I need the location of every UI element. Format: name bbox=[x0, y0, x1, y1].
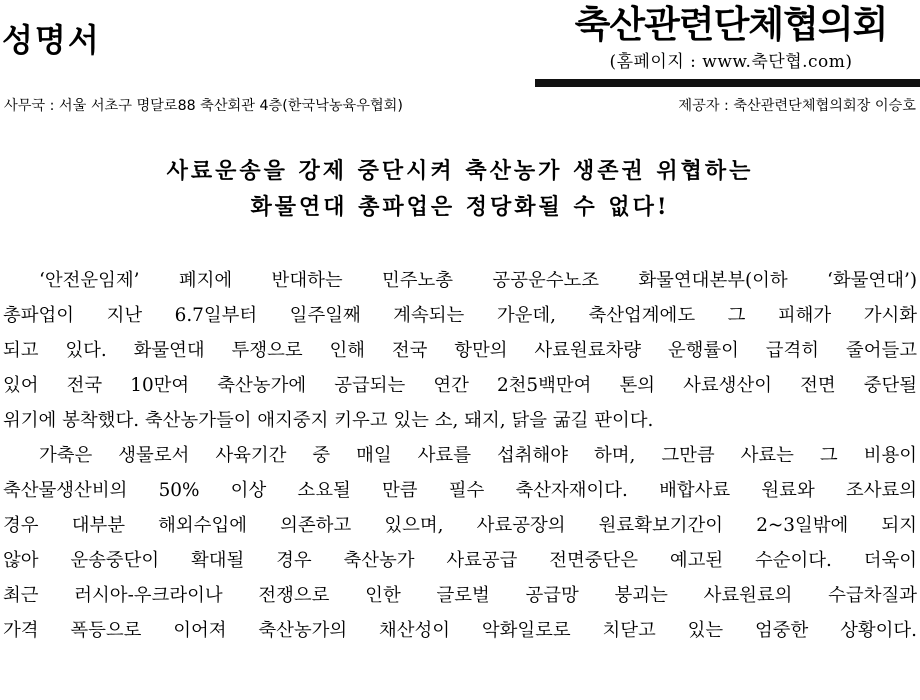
secretariat-address: 사무국 : 서울 서초구 명달로88 축산회관 4층(한국낙농육우협회) bbox=[4, 98, 403, 114]
body-line: 되고 있다. 화물연대 투쟁으로 인해 전국 항만의 사료원료차량 운행률이 급격히 줄어들고 bbox=[3, 340, 917, 361]
body-line: 가축은 생물로서 사육기간 중 매일 사료를 섭취해야 하며, 그만큼 사료는 그 비용이 bbox=[39, 445, 917, 466]
header-divider-bar bbox=[535, 79, 920, 87]
organization-name: 축산관련단체협의회 bbox=[574, 3, 888, 46]
paragraph-2 bbox=[3, 438, 917, 648]
body-line: ‘안전운임제’ 폐지에 반대하는 민주노총 공공운수노조 화물연대본부(이하 ‘화물연대’) bbox=[39, 270, 917, 291]
headline-line-2: 화물연대 총파업은 정당화될 수 없다! bbox=[250, 194, 670, 220]
paragraph-1 bbox=[3, 263, 917, 438]
body-line: 축산물생산비의 50% 이상 소요될 만큼 필수 축산자재이다. 배합사료 원료와 조사료의 bbox=[3, 480, 917, 501]
body-line: 가격 폭등으로 이어져 축산농가의 채산성이 악화일로로 치닫고 있는 엄중한 상황이다. bbox=[3, 620, 917, 641]
body-line: 위기에 봉착했다. 축산농가들이 애지중지 키우고 있는 소, 돼지, 닭을 굶길 판이다. bbox=[3, 410, 654, 431]
body-line: 최근 러시아-우크라이나 전쟁으로 인한 글로벌 공급망 붕괴는 사료원료의 수급차질과 bbox=[3, 585, 917, 606]
provider-info: 제공자 : 축산관련단체협의회장 이승호 bbox=[678, 98, 916, 114]
headline-line-1: 사료운송을 강제 중단시켜 축산농가 생존권 위협하는 bbox=[166, 158, 754, 184]
homepage-link[interactable]: (홈페이지 : www.축단협.com) bbox=[609, 52, 853, 72]
statement-body bbox=[3, 263, 917, 648]
body-line: 총파업이 지난 6.7일부터 일주일째 계속되는 가운데, 축산업계에도 그 피해가 가시화 bbox=[3, 305, 917, 326]
body-line: 않아 운송중단이 확대될 경우 축산농가 사료공급 전면중단은 예고된 수순이다. 더욱이 bbox=[3, 550, 917, 571]
statement-headline bbox=[0, 153, 920, 225]
document-type-label: 성명서 bbox=[2, 21, 101, 59]
body-line: 있어 전국 10만여 축산농가에 공급되는 연간 2천5백만여 톤의 사료생산이 전면 중단될 bbox=[3, 375, 917, 396]
body-line: 경우 대부분 해외수입에 의존하고 있으며, 사료공장의 원료확보기간이 2~3일밖에 되지 bbox=[3, 515, 917, 536]
